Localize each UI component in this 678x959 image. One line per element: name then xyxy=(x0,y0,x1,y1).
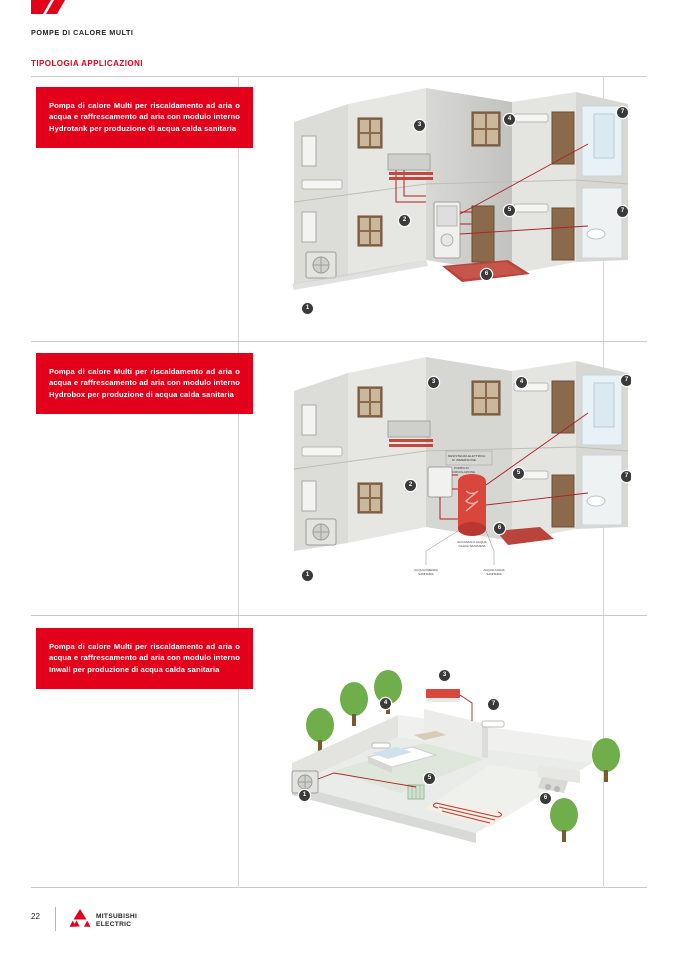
schematic-label-0: RESISTENZA ELETTRICA xyxy=(448,454,486,458)
callout-badge-7-lower: 7 xyxy=(617,206,628,217)
mitsubishi-red-diagonal-mark-icon xyxy=(31,0,69,20)
callout-badge-4: 4 xyxy=(380,698,391,709)
page-title: POMPE DI CALORE MULTI xyxy=(31,28,134,37)
svg-text:ACQUA FREDDA: ACQUA FREDDA xyxy=(414,568,438,572)
callout-badge-7-lower: 7 xyxy=(621,471,631,482)
svg-text:DI IMMERSIONE: DI IMMERSIONE xyxy=(452,458,476,462)
callout-badge-7-upper: 7 xyxy=(621,375,631,386)
footer-divider xyxy=(55,907,56,931)
page-footer xyxy=(31,907,647,933)
callout-badge-2: 2 xyxy=(405,480,416,491)
svg-text:SANITARIA: SANITARIA xyxy=(486,572,502,576)
svg-text:POMPA DI: POMPA DI xyxy=(454,466,469,470)
callout-badge-3: 3 xyxy=(439,670,450,681)
page-number: 22 xyxy=(31,912,40,921)
three-diamonds-icon xyxy=(69,908,91,933)
callout-badge-3: 3 xyxy=(428,377,439,388)
caption-hydrobox: Pompa di calore Multi per riscaldamento ad aria o acqua e raffrescamento ad aria con modulo interno Hydrobox per produzione di acqua calda sanitaria xyxy=(36,353,253,414)
brand-line-1: MITSUBISHI xyxy=(96,912,138,920)
caption-inwall: Pompa di calore Multi per riscaldamento ad aria o acqua e raffrescamento ad aria con modulo interno Inwall per produzione di acqua calda sanitaria xyxy=(36,628,253,689)
callout-badge-5: 5 xyxy=(513,468,524,479)
callout-badge-4: 4 xyxy=(504,114,515,125)
svg-text:CIRCOLAZIONE: CIRCOLAZIONE xyxy=(452,470,476,474)
callout-badge-6: 6 xyxy=(494,523,505,534)
brand-line-2: ELECTRIC xyxy=(96,920,132,928)
illustration-cutaway-house-inwall xyxy=(276,637,631,867)
illustration-cutaway-house-hydrotank xyxy=(276,84,631,336)
svg-text:SANITARIA: SANITARIA xyxy=(418,572,434,576)
svg-text:CALDA SANITARIA: CALDA SANITARIA xyxy=(458,544,486,548)
svg-text:ACQUA CALDA: ACQUA CALDA xyxy=(483,568,505,572)
callout-badge-6: 6 xyxy=(481,269,492,280)
application-row-inwall xyxy=(31,615,647,888)
callout-badge-6: 6 xyxy=(540,793,551,804)
callout-badge-5: 5 xyxy=(504,205,515,216)
mitsubishi-electric-logo xyxy=(69,908,137,933)
callout-badge-2: 2 xyxy=(399,215,410,226)
illustration-cutaway-house-hydrobox xyxy=(276,355,631,605)
callout-badge-3: 3 xyxy=(414,120,425,131)
callout-badge-7: 7 xyxy=(488,699,499,710)
callout-badge-7-upper: 7 xyxy=(617,107,628,118)
callout-badge-1: 1 xyxy=(299,790,310,801)
caption-hydrotank: Pompa di calore Multi per riscaldamento ad aria o acqua e raffrescamento ad aria con modulo interno Hydrotank per produzione di acqua calda sanitaria xyxy=(36,87,253,148)
application-row-hydrotank xyxy=(31,76,647,341)
callout-badge-1: 1 xyxy=(302,303,313,314)
callout-badge-4: 4 xyxy=(516,377,527,388)
callout-badge-1: 1 xyxy=(302,570,313,581)
page-header xyxy=(0,0,678,46)
svg-text:ACCUMULO ACQUA: ACCUMULO ACQUA xyxy=(457,540,487,544)
section-title: TIPOLOGIA APPLICAZIONI xyxy=(31,59,143,68)
application-row-hydrobox xyxy=(31,341,647,615)
callout-badge-5: 5 xyxy=(424,773,435,784)
